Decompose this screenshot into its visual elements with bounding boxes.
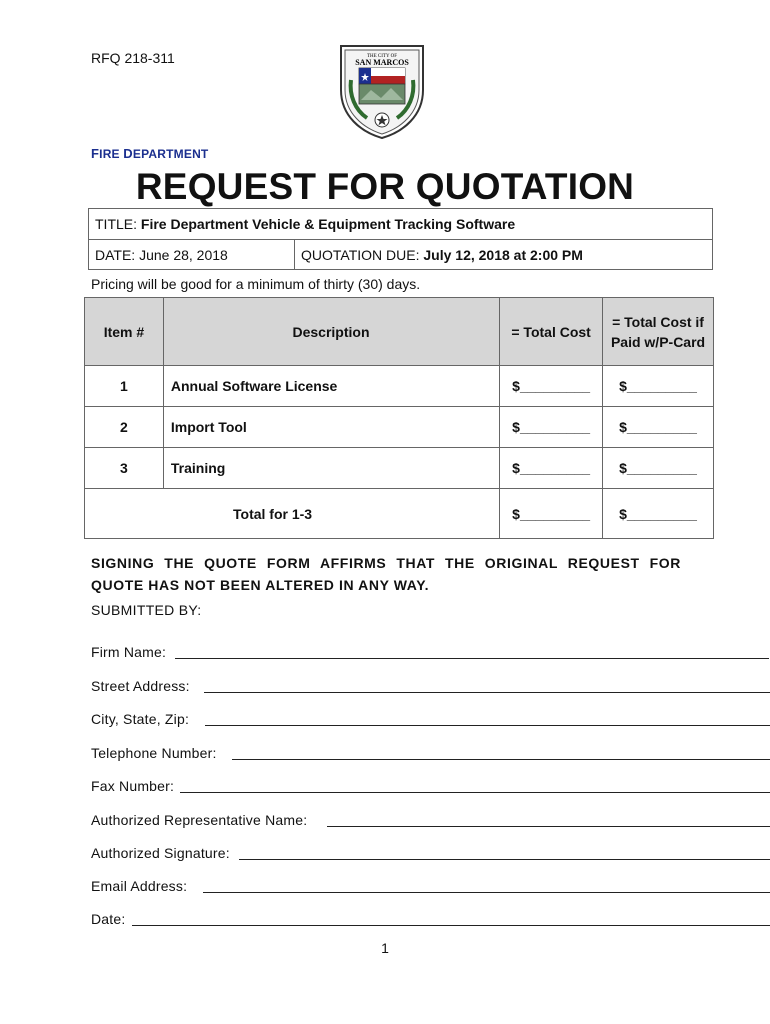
date-cell: DATE: June 28, 2018	[89, 240, 295, 270]
field-label: Telephone Number:	[91, 745, 217, 761]
total-cost[interactable]: $_________	[500, 489, 603, 539]
header-pcard-cost: = Total Cost if Paid w/P-Card	[603, 298, 714, 366]
due-cell: QUOTATION DUE: July 12, 2018 at 2:00 PM	[301, 247, 583, 263]
item-total-cost[interactable]: $_________	[500, 407, 603, 448]
field-label: Authorized Representative Name:	[91, 812, 308, 828]
field-label: City, State, Zip:	[91, 711, 190, 727]
item-total-cost[interactable]: $_________	[500, 448, 603, 489]
date-line[interactable]	[132, 925, 770, 926]
street-address-line[interactable]	[204, 692, 770, 693]
title-value: Fire Department Vehicle & Equipment Tracking Software	[140, 216, 516, 232]
pricing-note: Pricing will be good for a minimum of thirty (30) days.	[91, 276, 421, 292]
representative-name-field[interactable]	[91, 812, 307, 828]
item-number: 1	[85, 366, 164, 407]
signature-line[interactable]	[239, 859, 770, 860]
item-pcard-cost[interactable]: $_________	[603, 407, 714, 448]
item-number: 3	[85, 448, 164, 489]
table-row	[85, 407, 714, 448]
field-label: Authorized Signature:	[91, 845, 230, 861]
item-pcard-cost[interactable]: $_________	[603, 448, 714, 489]
telephone-line[interactable]	[232, 759, 770, 760]
header-item: Item #	[85, 298, 164, 366]
rfq-info-box	[88, 208, 713, 270]
department-label: FIRE DEPARTMENT	[91, 146, 209, 161]
firm-name-field[interactable]	[91, 644, 166, 660]
city-state-zip-line[interactable]	[205, 725, 770, 726]
item-total-cost[interactable]: $_________	[500, 366, 603, 407]
item-pcard-cost[interactable]: $_________	[603, 366, 714, 407]
fax-number-field[interactable]	[91, 778, 174, 794]
affirmation-text: SIGNING THE QUOTE FORM AFFIRMS THAT THE ORIGINAL REQUEST FOR QUOTE HAS NOT BEEN ALTERED IN ANY WAY.	[91, 555, 681, 593]
page-title: REQUEST FOR QUOTATION	[135, 166, 635, 207]
telephone-field[interactable]	[91, 745, 217, 761]
date-field[interactable]	[91, 911, 125, 927]
signature-field[interactable]	[91, 845, 230, 861]
due-value: July 12, 2018 at 2:00 PM	[423, 247, 583, 263]
firm-name-line[interactable]	[175, 658, 769, 659]
item-number: 2	[85, 407, 164, 448]
submitted-by-label: SUBMITTED BY:	[91, 602, 202, 618]
quote-items-table	[84, 297, 714, 539]
page-number: 1	[381, 940, 389, 956]
table-row	[85, 448, 714, 489]
email-address-field[interactable]	[91, 878, 187, 894]
table-row	[85, 366, 714, 407]
rfq-number: RFQ 218-311	[91, 50, 175, 66]
table-header-row	[85, 298, 714, 366]
city-seal-logo	[337, 40, 427, 140]
email-address-line[interactable]	[203, 892, 770, 893]
field-label: Firm Name:	[91, 644, 167, 660]
item-description: Import Tool	[163, 407, 499, 448]
field-label: Street Address:	[91, 678, 190, 694]
field-label: Fax Number:	[91, 778, 175, 794]
header-total-cost: = Total Cost	[500, 298, 603, 366]
table-total-row	[85, 489, 714, 539]
city-state-zip-field[interactable]	[91, 711, 189, 727]
item-description: Training	[163, 448, 499, 489]
svg-text:SAN MARCOS: SAN MARCOS	[355, 58, 409, 67]
title-row: TITLE: Fire Department Vehicle & Equipment Tracking Software	[89, 209, 712, 240]
field-label: Email Address:	[91, 878, 188, 894]
fax-number-line[interactable]	[180, 792, 770, 793]
item-description: Annual Software License	[163, 366, 499, 407]
header-description: Description	[163, 298, 499, 366]
svg-text:THE CITY OF: THE CITY OF	[366, 54, 398, 59]
field-label: Date:	[91, 911, 126, 927]
total-label: Total for 1-3	[85, 489, 500, 539]
total-pcard-cost[interactable]: $_________	[603, 489, 714, 539]
street-address-field[interactable]	[91, 678, 190, 694]
representative-name-line[interactable]	[327, 826, 770, 827]
